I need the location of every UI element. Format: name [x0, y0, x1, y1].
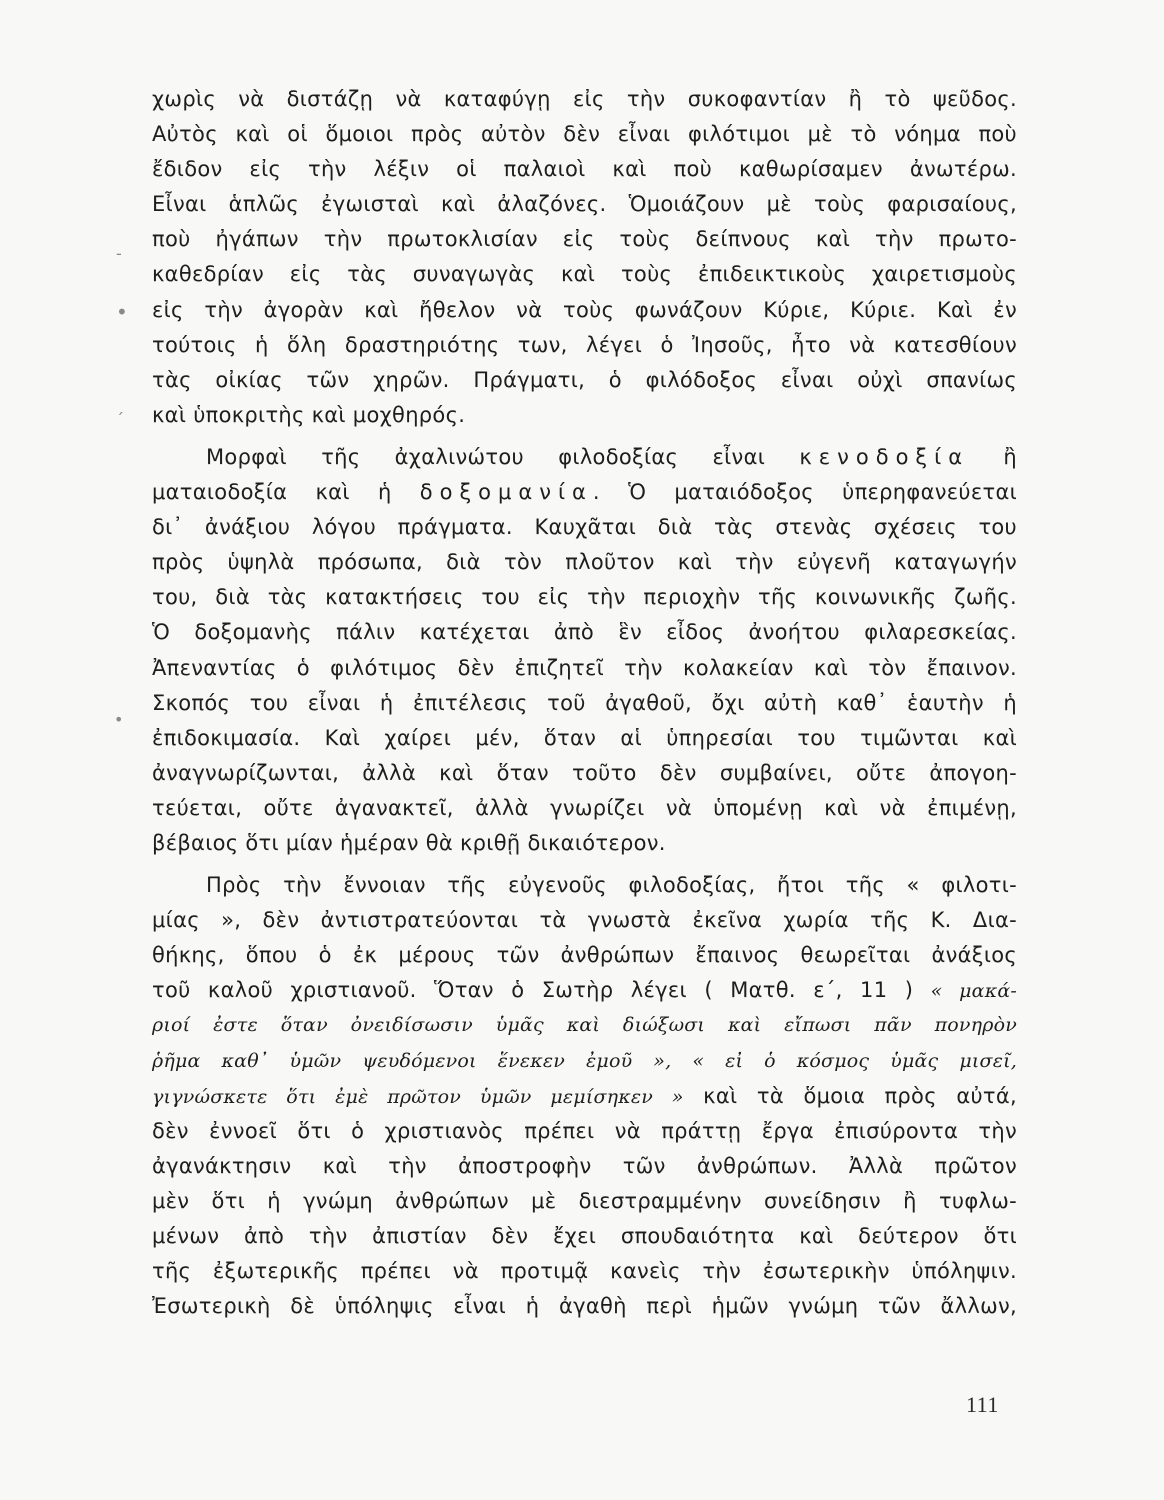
text-line: Αὐτὸς καὶ οἱ ὅμοιοι πρὸς αὐτὸν δὲν εἶναι φιλότιμοι μὲ τὸ νόημα ποὺ: [152, 122, 1017, 147]
text-segment: Μορφαὶ τῆς ἀχαλινώτου φιλοδοξίας εἶναι: [206, 444, 800, 469]
quotation-line: ῥῆμα καθ᾽ ὑμῶν ψευδόμενοι ἕνεκεν ἐμοῦ », « εἰ ὁ κόσμος ὑμᾶς μισεῖ,: [152, 1049, 1017, 1072]
text-line: ἔδιδον εἰς τὴν λέξιν οἱ παλαιοὶ καὶ ποὺ καθωρίσαμεν ἀνωτέρω.: [152, 157, 1017, 182]
text-line: [152, 973, 1017, 1008]
page-number: 111: [966, 1392, 999, 1417]
text-line: μένων ἀπὸ τὴν ἀπιστίαν δὲν ἔχει σπουδαιότητα καὶ δεύτερον ὅτι: [152, 1224, 1017, 1248]
text-line: Σκοπός του εἶναι ἡ ἐπιτέλεσις τοῦ ἀγαθοῦ, ὄχι αὐτὴ καθ᾽ ἑαυτὴν ἡ: [152, 690, 1017, 715]
spaced-term: κενοδοξία: [799, 444, 970, 469]
text-line: θήκης, ὅπου ὁ ἐκ μέρους τῶν ἀνθρώπων ἔπαινος θεωρεῖται ἀνάξιος: [152, 943, 1017, 968]
text-line: ἀγανάκτησιν καὶ τὴν ἀποστροφὴν τῶν ἀνθρώπων. Ἀλλὰ πρῶτον: [152, 1153, 1017, 1178]
text-line: Ἐσωτερικὴ δὲ ὑπόληψις εἶναι ἡ ἀγαθὴ περὶ ἡμῶν γνώμη τῶν ἄλλων,: [152, 1294, 1017, 1319]
text-line: ἐπιδοκιμασία. Καὶ χαίρει μέν, ὅταν αἱ ὑπηρεσίαι του τιμῶνται καὶ: [152, 725, 1017, 750]
text-line: πρὸς ὑψηλὰ πρόσωπα, διὰ τὸν πλοῦτον καὶ τὴν εὐγενῆ καταγωγήν: [152, 550, 1017, 575]
text-line: [152, 1079, 1017, 1114]
paragraph-3: [152, 868, 1017, 1324]
text-segment: . Ὁ ματαιόδοξος ὑπερηφανεύεται: [592, 480, 1017, 505]
quotation-italic: « μακά-: [930, 980, 1018, 1003]
text-line: ποὺ ἠγάπων τὴν πρωτοκλισίαν εἰς τοὺς δείπνους καὶ τὴν πρωτο-: [152, 227, 1017, 252]
text-segment: τοῦ καλοῦ χριστιανοῦ. Ὅταν ὁ Σωτὴρ λέγει ( Ματθ. ε΄, 11 ): [152, 978, 931, 1003]
quotation-line: ριοί ἐστε ὅταν ὀνειδίσωσιν ὑμᾶς καὶ διώξωσι καὶ εἴπωσι πᾶν πονηρὸν: [152, 1014, 1017, 1037]
margin-mark: -: [116, 244, 122, 263]
margin-mark: •: [114, 710, 124, 729]
margin-mark: •: [116, 300, 128, 324]
text-segment: καὶ τὰ ὅμοια πρὸς αὐτά,: [683, 1083, 1017, 1108]
text-line: τεύεται, οὔτε ἀγανακτεῖ, ἀλλὰ γνωρίζει νὰ ὑπομένῃ καὶ νὰ ἐπιμένῃ,: [152, 795, 1017, 820]
text-line: τῆς ἐξωτερικῆς πρέπει νὰ προτιμᾷ κανεὶς τὴν ἐσωτερικὴν ὑπόληψιν.: [152, 1259, 1017, 1284]
text-line: [152, 440, 1017, 475]
text-line: μίας », δὲν ἀντιστρατεύονται τὰ γνωστὰ ἐκεῖνα χωρία τῆς Κ. Δια-: [152, 908, 1017, 933]
text-line: βέβαιος ὅτι μίαν ἡμέραν θὰ κριθῇ δικαιότερον.: [152, 830, 666, 855]
text-line: τούτοις ἡ ὅλη δραστηριότης των, λέγει ὁ Ἰησοῦς, ἦτο νὰ κατεσθίουν: [152, 332, 1017, 357]
text-line: καθεδρίαν εἰς τὰς συναγωγὰς καὶ τοὺς ἐπιδεικτικοὺς χαιρετισμοὺς: [152, 262, 1017, 287]
text-segment: ἢ: [969, 444, 1017, 469]
body-text: [152, 82, 1017, 1324]
text-line: καὶ ὑποκριτὴς καὶ μοχθηρός.: [152, 402, 466, 427]
text-line: χωρὶς νὰ διστάζῃ νὰ καταφύγῃ εἰς τὴν συκοφαντίαν ἢ τὸ ψεῦδος.: [152, 87, 1017, 111]
spaced-term: δοξομανία: [419, 480, 593, 505]
text-line: δι᾽ ἀνάξιου λόγου πράγματα. Καυχᾶται διὰ τὰς στενὰς σχέσεις του: [152, 515, 1017, 540]
text-line: ἀναγνωρίζωνται, ἀλλὰ καὶ ὅταν τοῦτο δὲν συμβαίνει, οὔτε ἀπογοη-: [152, 760, 1017, 785]
text-line: Ἀπεναντίας ὁ φιλότιμος δὲν ἐπιζητεῖ τὴν κολακείαν καὶ τὸν ἔπαινον.: [152, 655, 1017, 680]
text-line: τὰς οἰκίας τῶν χηρῶν. Πράγματι, ὁ φιλόδοξος εἶναι οὐχὶ σπανίως: [152, 367, 1017, 392]
text-line: εἰς τὴν ἀγορὰν καὶ ἤθελον νὰ τοὺς φωνάζουν Κύριε, Κύριε. Καὶ ἐν: [152, 297, 1017, 322]
text-line: του, διὰ τὰς κατακτήσεις του εἰς τὴν περιοχὴν τῆς κοινωνικῆς ζωῆς.: [152, 585, 1017, 610]
text-line: Ὁ δοξομανὴς πάλιν κατέχεται ἀπὸ ἓν εἶδος ἀνοήτου φιλαρεσκείας.: [152, 620, 1017, 645]
text-line: μὲν ὅτι ἡ γνώμη ἀνθρώπων μὲ διεστραμμένην συνείδησιν ἢ τυφλω-: [152, 1188, 1017, 1213]
margin-mark: ´: [116, 410, 124, 429]
text-line: Εἶναι ἁπλῶς ἐγωισταὶ καὶ ἀλαζόνες. Ὁμοιάζουν μὲ τοὺς φαρισαίους,: [152, 192, 1017, 217]
paragraph-2: [152, 440, 1017, 861]
text-segment: ματαιοδοξία καὶ ἡ: [152, 480, 420, 505]
text-line: [152, 475, 1017, 510]
text-line: δὲν ἐννοεῖ ὅτι ὁ χριστιανὸς πρέπει νὰ πράττῃ ἔργα ἐπισύροντα τὴν: [152, 1118, 1017, 1143]
paragraph-1: [152, 82, 1017, 433]
quotation-italic: γιγνώσκετε ὅτι ἐμὲ πρῶτον ὑμῶν μεμίσηκεν »: [152, 1085, 684, 1108]
text-line: Πρὸς τὴν ἔννοιαν τῆς εὐγενοῦς φιλοδοξίας, ἤτοι τῆς « φιλοτι-: [206, 873, 1017, 898]
